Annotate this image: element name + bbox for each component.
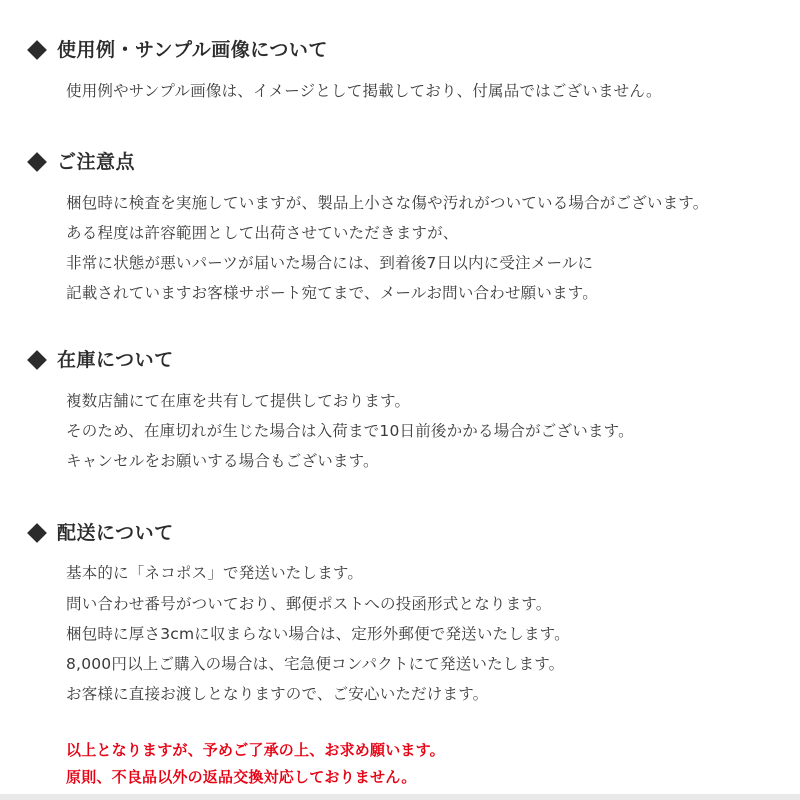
- section-heading: [30, 38, 780, 64]
- spacer: [20, 477, 780, 521]
- bottom-divider: [0, 794, 800, 800]
- body-line: 問い合わせ番号がついており、郵便ポストへの投函形式となります。: [66, 594, 552, 613]
- body-line: 梱包時に厚さ3cmに収まらない場合は、定形外郵便で発送いたします。: [66, 624, 570, 643]
- body-line: 梱包時に検査を実施していますが、製品上小さな傷や汚れがついている場合がございます。: [66, 193, 709, 212]
- body-line: お客様に直接お渡しとなりますので、ご安心いただけます。: [66, 685, 489, 704]
- section-body: [66, 558, 780, 709]
- body-line: 非常に状態が悪いパーツが届いた場合には、到着後7日以内に受注メールに: [66, 253, 594, 272]
- body-line: 複数店舗にて在庫を共有して提供しております。: [66, 392, 411, 411]
- section-heading-label: 配送について: [57, 521, 174, 544]
- section-shipping: [20, 521, 780, 710]
- footnote-warning: [66, 737, 780, 790]
- body-line: 記載されていますお客様サポート宛てまで、メールお問い合わせ願います。: [66, 284, 598, 303]
- section-heading-label: 使用例・サンプル画像について: [57, 39, 328, 61]
- diamond-bullet-icon: [27, 350, 47, 370]
- body-line: キャンセルをお願いする場合もございます。: [66, 452, 379, 471]
- diamond-bullet-icon: [27, 40, 47, 60]
- diamond-bullet-icon: [27, 523, 47, 543]
- section-body: [66, 76, 780, 106]
- spacer: [20, 106, 780, 150]
- footnote-line: 原則、不良品以外の返品交換対応しておりません。: [66, 767, 417, 786]
- section-body: [66, 386, 780, 477]
- footnote-line: 以上となりますが、予めご了承の上、お求め願います。: [66, 741, 445, 760]
- section-stock: [20, 348, 780, 476]
- section-heading-label: ご注意点: [57, 150, 136, 173]
- spacer: [20, 308, 780, 348]
- section-heading: [30, 348, 780, 374]
- section-heading: [30, 521, 780, 547]
- body-line: 8,000円以上ご購入の場合は、宅急便コンパクトにて発送いたします。: [66, 654, 565, 673]
- body-line: 使用例やサンプル画像は、イメージとして掲載しており、付属品ではございません。: [66, 81, 662, 100]
- diamond-bullet-icon: [27, 152, 47, 172]
- body-line: 基本的に「ネコポス」で発送いたします。: [66, 564, 364, 583]
- section-heading: [30, 150, 780, 176]
- section-sample-images: [20, 38, 780, 106]
- section-notes: [20, 150, 780, 309]
- body-line: ある程度は許容範囲として出荷させていただきますが、: [66, 223, 459, 242]
- section-body: [66, 188, 780, 309]
- body-line: そのため、在庫切れが生じた場合は入荷まで10日前後かかる場合がございます。: [66, 422, 634, 441]
- section-heading-label: 在庫について: [57, 349, 174, 372]
